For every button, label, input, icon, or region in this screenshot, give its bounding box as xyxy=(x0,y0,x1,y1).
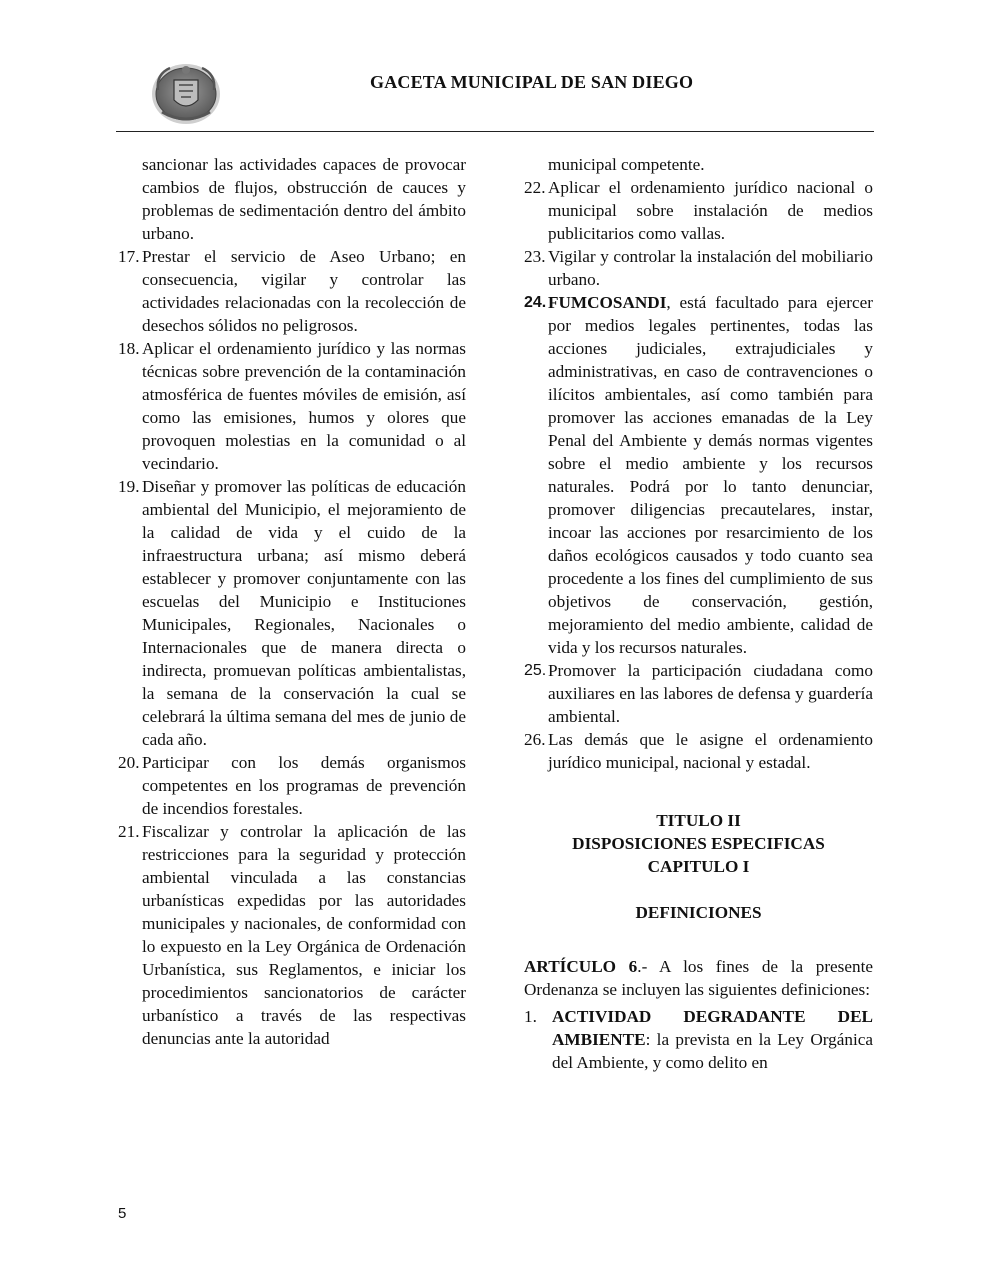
item-text: Participar con los demás organismos competentes en los programas de prevención de incendios forestales. xyxy=(142,753,466,818)
article-6 xyxy=(524,955,873,1001)
definition-term: ACTIVIDAD DEGRADANTE DEL AMBIENTE xyxy=(552,1007,873,1049)
list-item-23 xyxy=(524,245,873,291)
item-number: 17. xyxy=(118,247,140,266)
item-number: 20. xyxy=(118,753,140,772)
spacer xyxy=(524,878,873,901)
gazette-title: GACETA MUNICIPAL DE SAN DIEGO xyxy=(370,72,694,92)
list-item-20 xyxy=(118,751,466,820)
municipal-seal-icon xyxy=(148,60,224,132)
definition-item-1 xyxy=(524,1005,873,1074)
definition-number: 1. xyxy=(524,1007,537,1026)
list-item-19 xyxy=(118,475,466,751)
item-text: Fiscalizar y controlar la aplicación de las restricciones para la seguridad y protección ambiental vinculada a las constancias urbanísticas expedidas por las autoridades municipales y nacionales, de conformidad con lo expuesto en la Ley Orgánica de Ordenación Urbanística, sus Reglamentos, e iniciar los procedimientos sancionatorios de carácter urbanístico a través de las respectivas denuncias ante la autoridad xyxy=(142,822,466,1048)
article-text: .- A los fines de la presente Ordenanza se incluyen las siguientes definiciones: xyxy=(524,957,873,999)
title-heading: TITULO II xyxy=(656,811,741,830)
list-item-24 xyxy=(524,291,873,659)
left-continuation-text: sancionar las actividades capaces de provocar cambios de flujos, obstrucción de cauces y problemas de sedimentación dentro del ámbito urbano. xyxy=(142,155,466,243)
list-item-17 xyxy=(118,245,466,337)
item-number: 18. xyxy=(118,339,140,358)
item-text xyxy=(548,291,873,659)
page-number: 5 xyxy=(118,1205,127,1222)
list-item-18 xyxy=(118,337,466,475)
item-number: 19. xyxy=(118,477,140,496)
list-item-21 xyxy=(118,820,466,1050)
item-number: 25. xyxy=(524,662,547,679)
article-label: ARTÍCULO 6 xyxy=(524,957,638,976)
list-item-22 xyxy=(524,176,873,245)
list-item-26 xyxy=(524,728,873,774)
spacer xyxy=(524,924,873,947)
item-text-body: , está facultado para ejercer por medios legales pertinentes, todas las acciones judiciales, extrajudiciales y administrativas, en caso de contravenciones o ilícitos ambientales, así como también para promover las acciones emanadas de la Ley Penal del Ambiente y demás normas vigentes sobre el medio ambiente y los recursos naturales. Podrá por lo tanto denunciar, promover diligencias precautelares, instar, incoar las acciones por resarcimiento de los daños ecológicos causados y todo cuanto sea procedente a los fines del cumplimiento de sus objetivos de conservación, gestión, mejoramiento del medio ambiente, calidad de vida y los recursos naturales. xyxy=(548,293,873,657)
item-text: Diseñar y promover las políticas de educación ambiental del Municipio, el mejoramiento de la calidad de vida y el cuido de la infraestructura urbana; así mismo deberá establecer y promover conjuntamente con las escuelas del Municipio e Instituciones Municipales, Regionales, Nacionales o Internacionales que de manera directa o indirecta, promuevan políticas ambientalistas, la semana de la conservación la cual se celebrará la última semana del mes de junio de cada año. xyxy=(142,477,466,749)
item-number: 21. xyxy=(118,822,140,841)
section-heading: DISPOSICIONES ESPECIFICAS xyxy=(572,834,825,853)
header-divider xyxy=(116,131,874,132)
definition-text xyxy=(552,1005,873,1074)
spacer xyxy=(524,774,873,797)
item-text: Prestar el servicio de Aseo Urbano; en consecuencia, vigilar y controlar las actividades relacionadas con la recolección de desechos sólidos no peligrosos. xyxy=(142,247,466,335)
definitions-heading: DEFINICIONES xyxy=(635,903,762,922)
right-column xyxy=(524,153,873,1074)
item-text: Promover la participación ciudadana como auxiliares en las labores de defensa y guardería ambiental. xyxy=(548,661,873,726)
definition-body: : la prevista en la Ley Orgánica del Ambiente, y como delito en xyxy=(552,1030,873,1072)
item-number: 22. xyxy=(524,178,546,197)
left-column xyxy=(118,153,466,1050)
item-text: Aplicar el ordenamiento jurídico y las normas técnicas sobre prevención de la contaminación atmosférica de fuentes móviles de emisión, así como las emisiones, humos y olores que provoquen molestias en la comunidad o al vecindario. xyxy=(142,339,466,473)
chapter-heading: CAPITULO I xyxy=(647,857,750,876)
list-item-25 xyxy=(524,659,873,728)
right-continuation-text: municipal competente. xyxy=(548,155,705,174)
item-number: 24. xyxy=(524,294,547,311)
item-text: Vigilar y controlar la instalación del mobiliario urbano. xyxy=(548,247,873,289)
item-number: 23. xyxy=(524,247,546,266)
item-text: Las demás que le asigne el ordenamiento jurídico municipal, nacional y estadal. xyxy=(548,730,873,772)
fumcosandi-name: FUMCOSANDI xyxy=(548,293,667,312)
item-text: Aplicar el ordenamiento jurídico nacional o municipal sobre instalación de medios publicitarios como vallas. xyxy=(548,178,873,243)
item-number: 26. xyxy=(524,730,546,749)
